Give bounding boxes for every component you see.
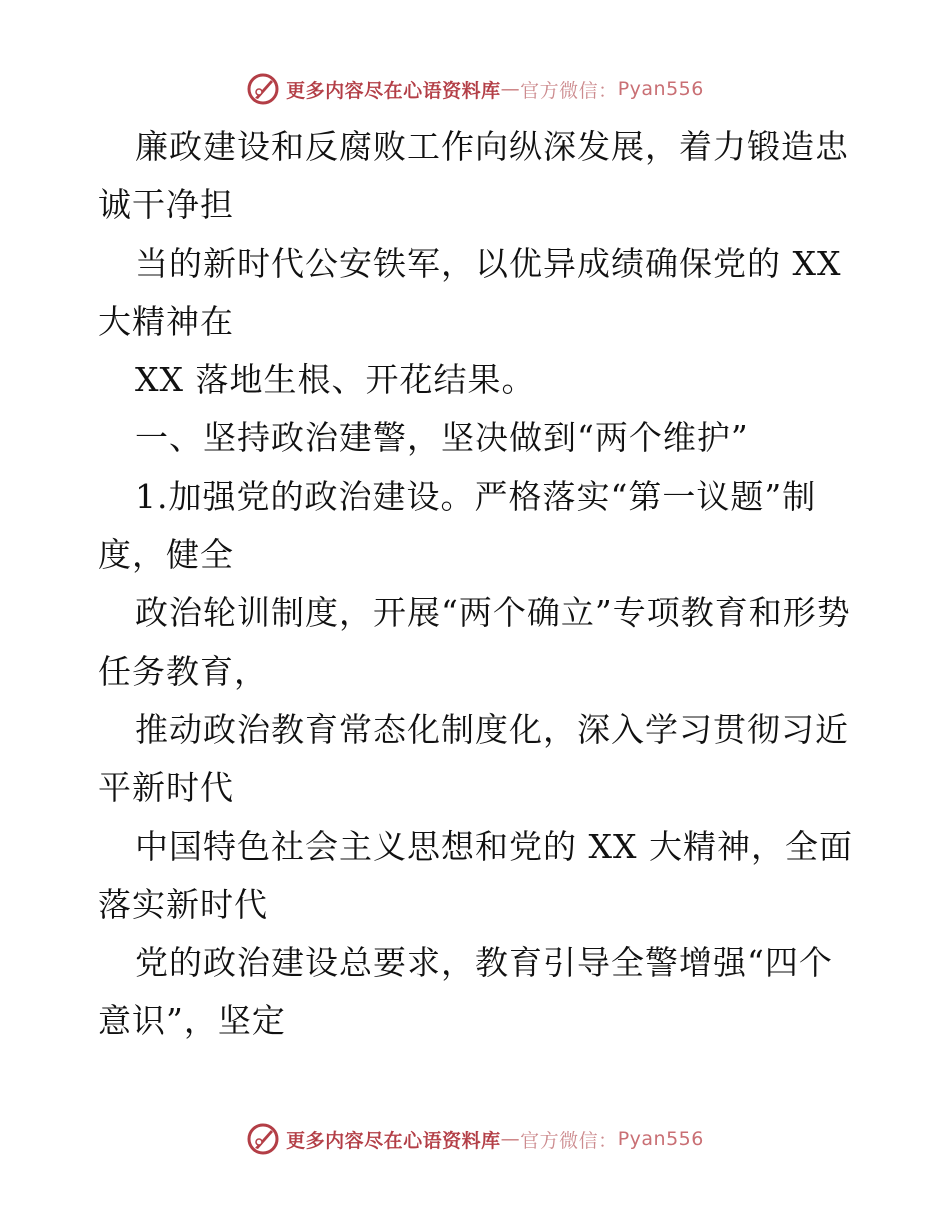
watermark-dash: — — [500, 1128, 521, 1150]
watermark-account: Pyan556 — [617, 1128, 704, 1150]
section-heading: 一、坚持政治建警，坚决做到“两个维护” — [135, 418, 749, 458]
watermark-brand: 更多内容尽在心语资料库 — [286, 79, 501, 102]
header-watermark — [0, 72, 950, 106]
quill-logo-icon — [246, 72, 280, 106]
watermark-brand: 更多内容尽在心语资料库 — [286, 1129, 501, 1152]
paragraph: 中国特色社会主义思想和党的 XX 大精神，全面落实新时代 — [98, 826, 853, 924]
paragraph: 党的政治建设总要求，教育引导全警增强“四个意识”，坚定 — [98, 943, 833, 1041]
watermark-dash: — — [500, 78, 521, 100]
quill-logo-icon — [246, 1122, 280, 1156]
paragraph: 推动政治教育常态化制度化，深入学习贯彻习近平新时代 — [98, 709, 849, 808]
watermark-account: Pyan556 — [617, 78, 704, 100]
paragraph: 廉政建设和反腐败工作向纵深发展，着力锻造忠诚干净担 — [98, 127, 849, 225]
paragraph: 当的新时代公安铁军，以优异成绩确保党的 XX 大精神在 — [98, 243, 853, 341]
watermark-label: 官方微信： — [520, 1129, 618, 1152]
document-body — [98, 118, 858, 1051]
footer-watermark — [0, 1122, 950, 1156]
watermark-label: 官方微信： — [520, 79, 618, 102]
paragraph: 1.加强党的政治建设。严格落实“第一议题”制度，健全 — [98, 476, 817, 575]
paragraph: XX 落地生根、开花结果。 — [135, 360, 536, 400]
paragraph: 政治轮训制度，开展“两个确立”专项教育和形势任务教育， — [98, 593, 851, 691]
